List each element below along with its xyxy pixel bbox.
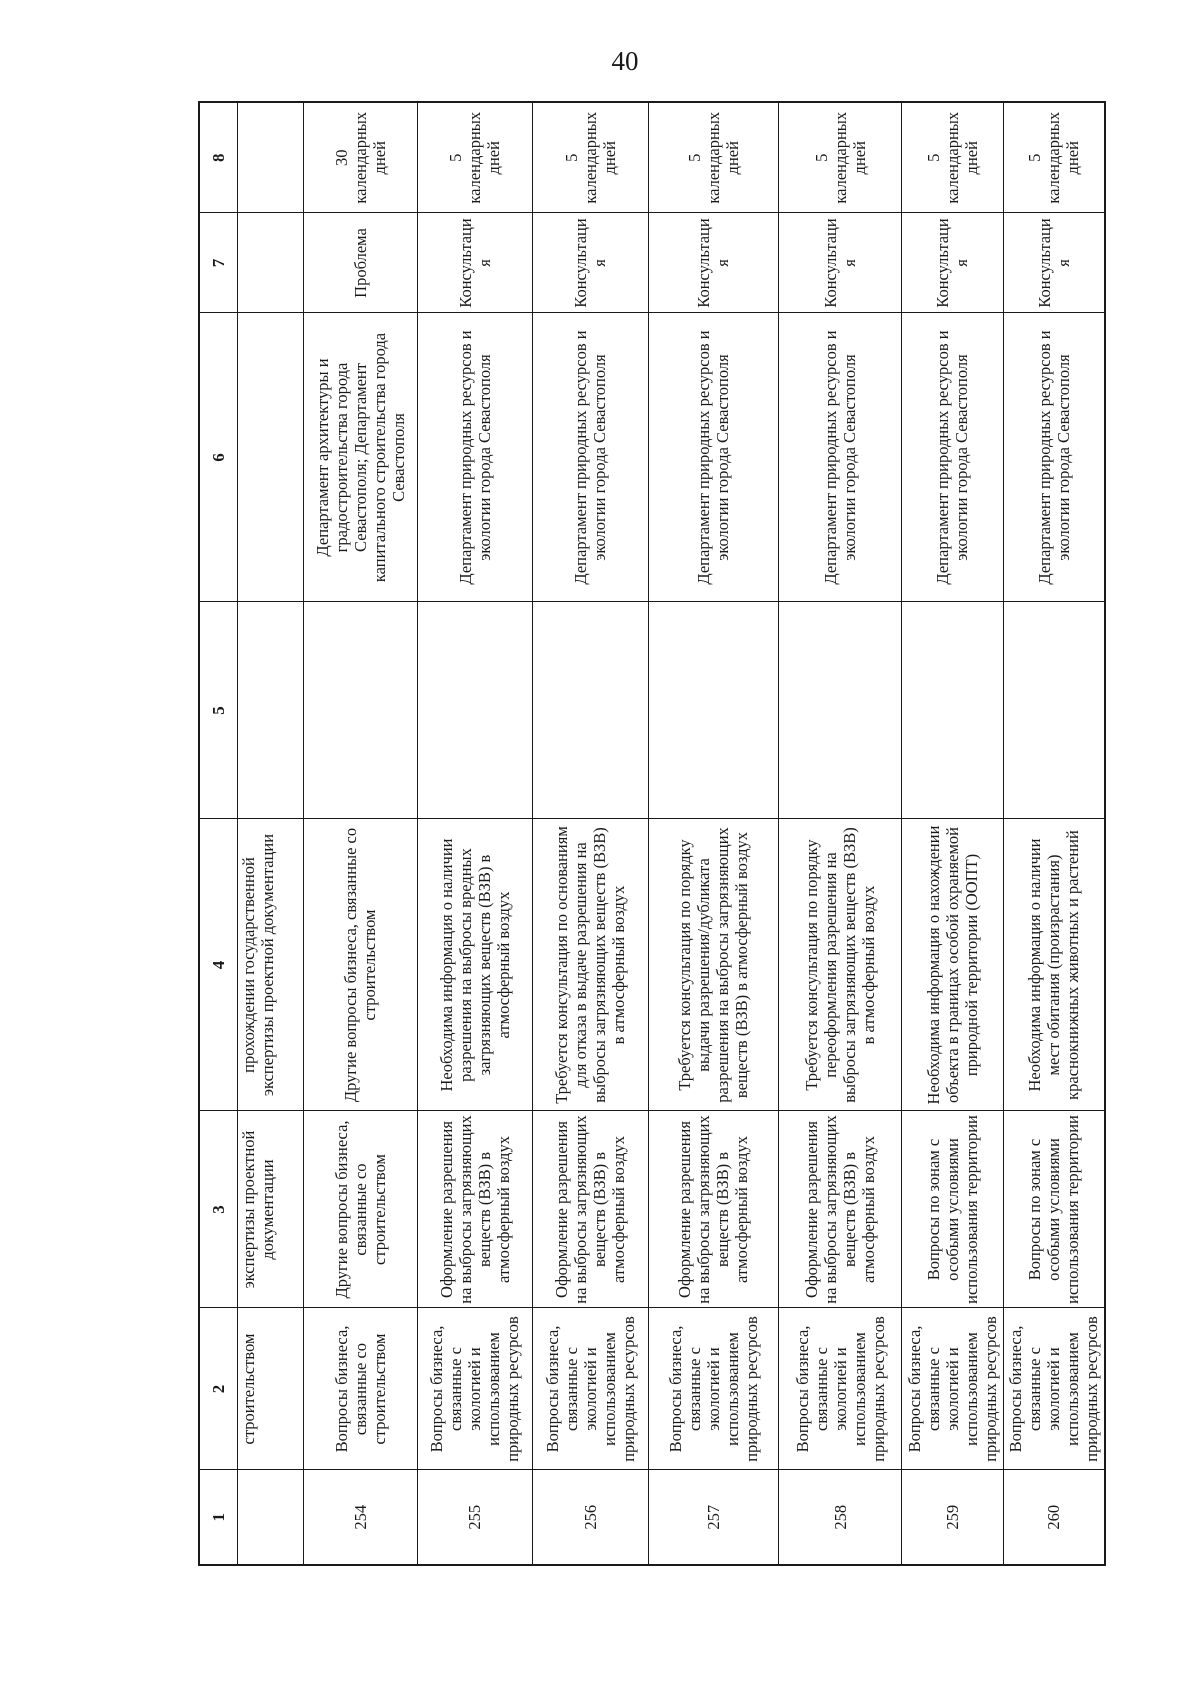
category-cell: Вопросы бизнеса, связанные с экологией и использованием природных ресурсов [417, 1308, 532, 1470]
description-cell: Необходима информация о наличии мест обитания (произрастания) краснокнижных животных и растений [1003, 819, 1105, 1111]
subject-cell: Оформление разрешения на выбросы загрязняющих веществ (ВЗВ) в атмосферный воздух [648, 1111, 778, 1308]
type-cell: Консультация [417, 213, 532, 313]
table-row [304, 102, 418, 1565]
authority-cell: Департамент архитектуры и градостроительства города Севастополя; Департамент капитального строительства города Севастополя [304, 313, 418, 602]
description-cell: Требуется консультация по порядку переоформления разрешения на выбросы загрязняющих веществ (ВЗВ) в атмосферный воздух [778, 819, 901, 1111]
category-cell: Вопросы бизнеса, связанные с экологией и использованием природных ресурсов [648, 1308, 778, 1470]
subject-cell: Оформление разрешения на выбросы загрязняющих веществ (ВЗВ) в атмосферный воздух [778, 1111, 901, 1308]
number-cell: 258 [778, 1470, 901, 1565]
number-cell: 256 [532, 1470, 648, 1565]
column-5-cell [902, 602, 1003, 819]
description-cell: Требуется консультация по порядку выдачи разрешения/дубликата разрешения на выбросы загрязняющих веществ (ВЗВ) в атмосферный воздух [648, 819, 778, 1111]
term-cell: 30 календарных дней [304, 102, 418, 213]
term-cell: 5 календарных дней [532, 102, 648, 213]
term-cell: 5 календарных дней [648, 102, 778, 213]
authority-cell: Департамент природных ресурсов и экологии города Севастополя [417, 313, 532, 602]
rotated-table-wrapper [198, 103, 1106, 1566]
term-cell: 5 календарных дней [778, 102, 901, 213]
term-cell: 5 календарных дней [417, 102, 532, 213]
category-cell: Вопросы бизнеса, связанные с экологией и использованием природных ресурсов [778, 1308, 901, 1470]
category-cell: строительством [237, 1308, 303, 1470]
column-header: 2 [199, 1308, 237, 1470]
column-header: 5 [199, 602, 237, 819]
type-cell: Консультация [1003, 213, 1105, 313]
column-5-cell [778, 602, 901, 819]
column-header: 4 [199, 819, 237, 1111]
description-cell: Необходима информация о наличии разрешения на выбросы вредных загрязняющих веществ (ВЗВ) в атмосферный воздух [417, 819, 532, 1111]
column-5-cell [237, 602, 303, 819]
subject-cell: Вопросы по зонам с особыми условиями использования территории [1003, 1111, 1105, 1308]
column-header: 8 [199, 102, 237, 213]
number-cell: 254 [304, 1470, 418, 1565]
authority-cell: Департамент природных ресурсов и экологии города Севастополя [1003, 313, 1105, 602]
table-row [778, 102, 901, 1565]
column-header: 3 [199, 1111, 237, 1308]
description-cell: Другие вопросы бизнеса, связанные со строительством [304, 819, 418, 1111]
term-cell [237, 102, 303, 213]
authority-cell: Департамент природных ресурсов и экологии города Севастополя [648, 313, 778, 602]
column-5-cell [1003, 602, 1105, 819]
subject-cell: экспертизы проектной документации [237, 1111, 303, 1308]
column-5-cell [417, 602, 532, 819]
type-cell: Консультация [902, 213, 1003, 313]
subject-cell: Оформление разрешения на выбросы загрязняющих веществ (ВЗВ) в атмосферный воздух [532, 1111, 648, 1308]
term-cell: 5 календарных дней [902, 102, 1003, 213]
column-5-cell [648, 602, 778, 819]
type-cell: Консультация [778, 213, 901, 313]
category-cell: Вопросы бизнеса, связанные с экологией и использованием природных ресурсов [532, 1308, 648, 1470]
column-5-cell [532, 602, 648, 819]
column-5-cell [304, 602, 418, 819]
category-cell: Вопросы бизнеса, связанные с экологией и использованием природных ресурсов [902, 1308, 1003, 1470]
term-cell: 5 календарных дней [1003, 102, 1105, 213]
number-cell [237, 1470, 303, 1565]
authority-cell: Департамент природных ресурсов и экологии города Севастополя [778, 313, 901, 602]
authority-cell: Департамент природных ресурсов и экологии города Севастополя [902, 313, 1003, 602]
description-cell: прохождении государственной экспертизы проектной документации [237, 819, 303, 1111]
number-cell: 260 [1003, 1470, 1105, 1565]
subject-cell: Другие вопросы бизнеса, связанные со строительством [304, 1111, 418, 1308]
description-cell: Требуется консультация по основаниям для отказа в выдаче разрешения на выбросы загрязняющих веществ (ВЗВ) в атмосферный воздух [532, 819, 648, 1111]
number-cell: 259 [902, 1470, 1003, 1565]
page-number: 40 [611, 46, 639, 76]
description-cell: Необходима информация о нахождении объекта в границах особой охраняемой природной территории (ООПТ) [902, 819, 1003, 1111]
continuation-row [237, 102, 303, 1565]
column-header: 6 [199, 313, 237, 602]
authority-cell [237, 313, 303, 602]
services-table [198, 101, 1106, 1566]
table-row [1003, 102, 1105, 1565]
table-row [417, 102, 532, 1565]
table-row [532, 102, 648, 1565]
subject-cell: Вопросы по зонам с особыми условиями использования территории [902, 1111, 1003, 1308]
column-header: 1 [199, 1470, 237, 1565]
column-header: 7 [199, 213, 237, 313]
number-cell: 255 [417, 1470, 532, 1565]
type-cell: Консультация [648, 213, 778, 313]
category-cell: Вопросы бизнеса, связанные со строительством [304, 1308, 418, 1470]
header-row [199, 102, 237, 1565]
type-cell [237, 213, 303, 313]
type-cell: Проблема [304, 213, 418, 313]
subject-cell: Оформление разрешения на выбросы загрязняющих веществ (ВЗВ) в атмосферный воздух [417, 1111, 532, 1308]
category-cell: Вопросы бизнеса, связанные с экологией и использованием природных ресурсов [1003, 1308, 1105, 1470]
table-row [902, 102, 1003, 1565]
table-row [648, 102, 778, 1565]
authority-cell: Департамент природных ресурсов и экологии города Севастополя [532, 313, 648, 602]
type-cell: Консультация [532, 213, 648, 313]
number-cell: 257 [648, 1470, 778, 1565]
